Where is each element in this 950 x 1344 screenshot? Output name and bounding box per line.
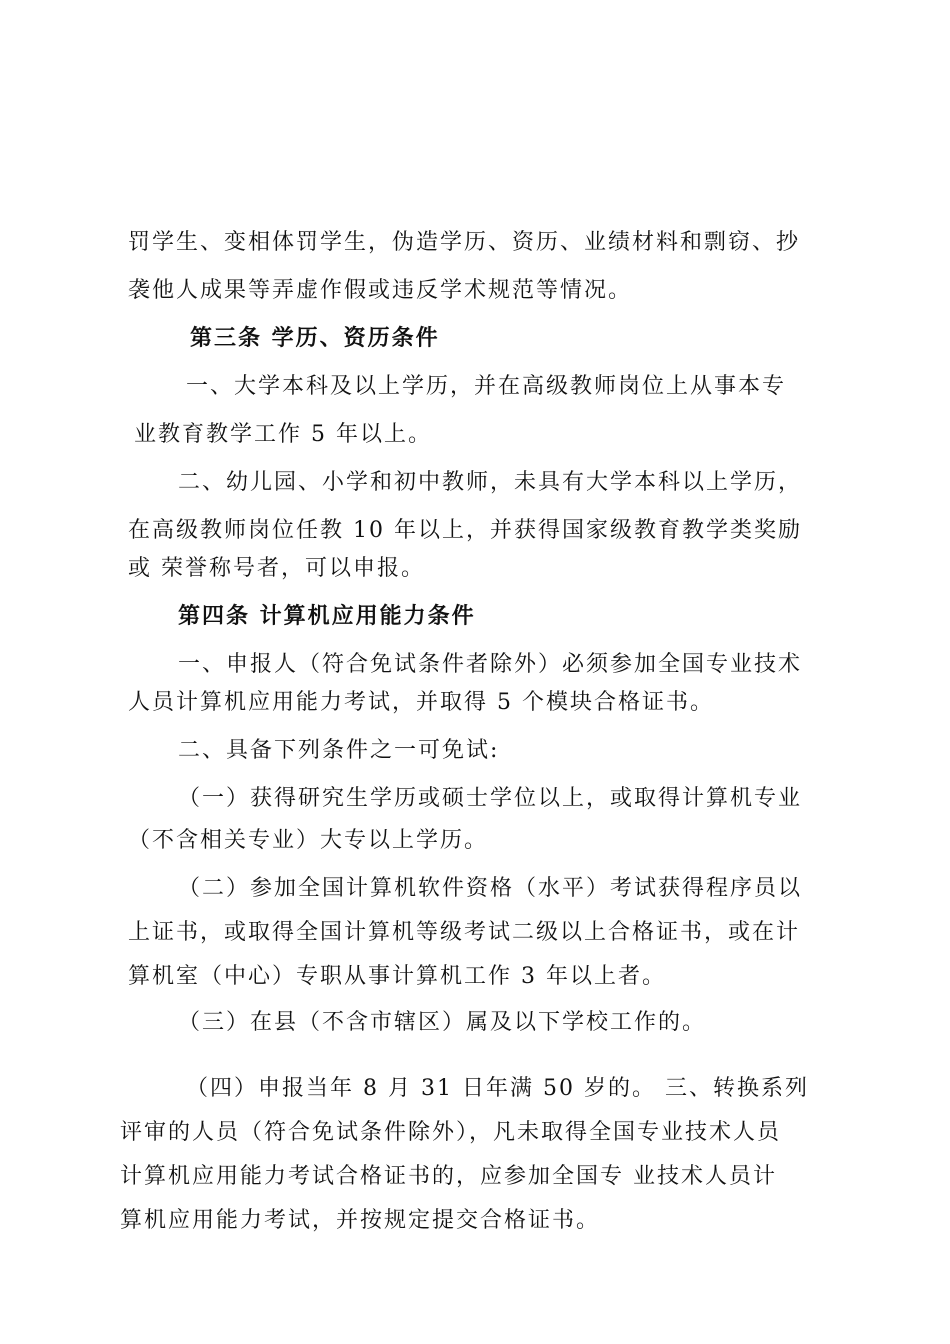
body-line: 业教育教学工作 5 年以上。 — [134, 422, 432, 447]
body-line: 二、具备下列条件之一可免试: — [178, 738, 500, 763]
body-line: 罚学生、变相体罚学生，伪造学历、资历、业绩材料和剽窃、抄 — [128, 230, 801, 255]
body-line: （一）获得研究生学历或硕士学位以上，或取得计算机专业 — [178, 786, 803, 811]
body-line: 一、申报人（符合免试条件者除外）必须参加全国专业技术 — [178, 652, 803, 677]
section-heading: 第四条 计算机应用能力条件 — [178, 604, 476, 629]
body-line: （二）参加全国计算机软件资格（水平）考试获得程序员以 — [178, 876, 803, 901]
body-line: 或 荣誉称号者，可以申报。 — [128, 556, 425, 581]
body-line: 人员计算机应用能力考试，并取得 5 个模块合格证书。 — [128, 690, 714, 715]
body-line: 袭他人成果等弄虚作假或违反学术规范等情况。 — [128, 278, 633, 303]
body-line: 在高级教师岗位任教 10 年以上，并获得国家级教育教学类奖励 — [128, 518, 802, 543]
body-line: （三）在县（不含市辖区）属及以下学校工作的。 — [178, 1010, 707, 1035]
body-line: （不含相关专业）大专以上学历。 — [128, 828, 489, 853]
body-line: 一、大学本科及以上学历，并在高级教师岗位上从事本专 — [186, 374, 787, 399]
body-line: 二、幼儿园、小学和初中教师，未具有大学本科以上学历， — [178, 470, 803, 495]
body-line: （四）申报当年 8 月 31 日年满 50 岁的。 三、转换系列 — [186, 1076, 809, 1101]
body-line: 上证书，或取得全国计算机等级考试二级以上合格证书，或在计 — [128, 920, 801, 945]
body-line: 评审的人员（符合免试条件除外），凡未取得全国专业技术人员 — [120, 1120, 782, 1145]
body-line: 算机室（中心）专职从事计算机工作 3 年以上者。 — [128, 964, 666, 989]
body-line: 算机应用能力考试，并按规定提交合格证书。 — [120, 1208, 601, 1233]
section-heading: 第三条 学历、资历条件 — [190, 326, 440, 351]
body-line: 计算机应用能力考试合格证书的，应参加全国专 业技术人员计 — [120, 1164, 777, 1189]
